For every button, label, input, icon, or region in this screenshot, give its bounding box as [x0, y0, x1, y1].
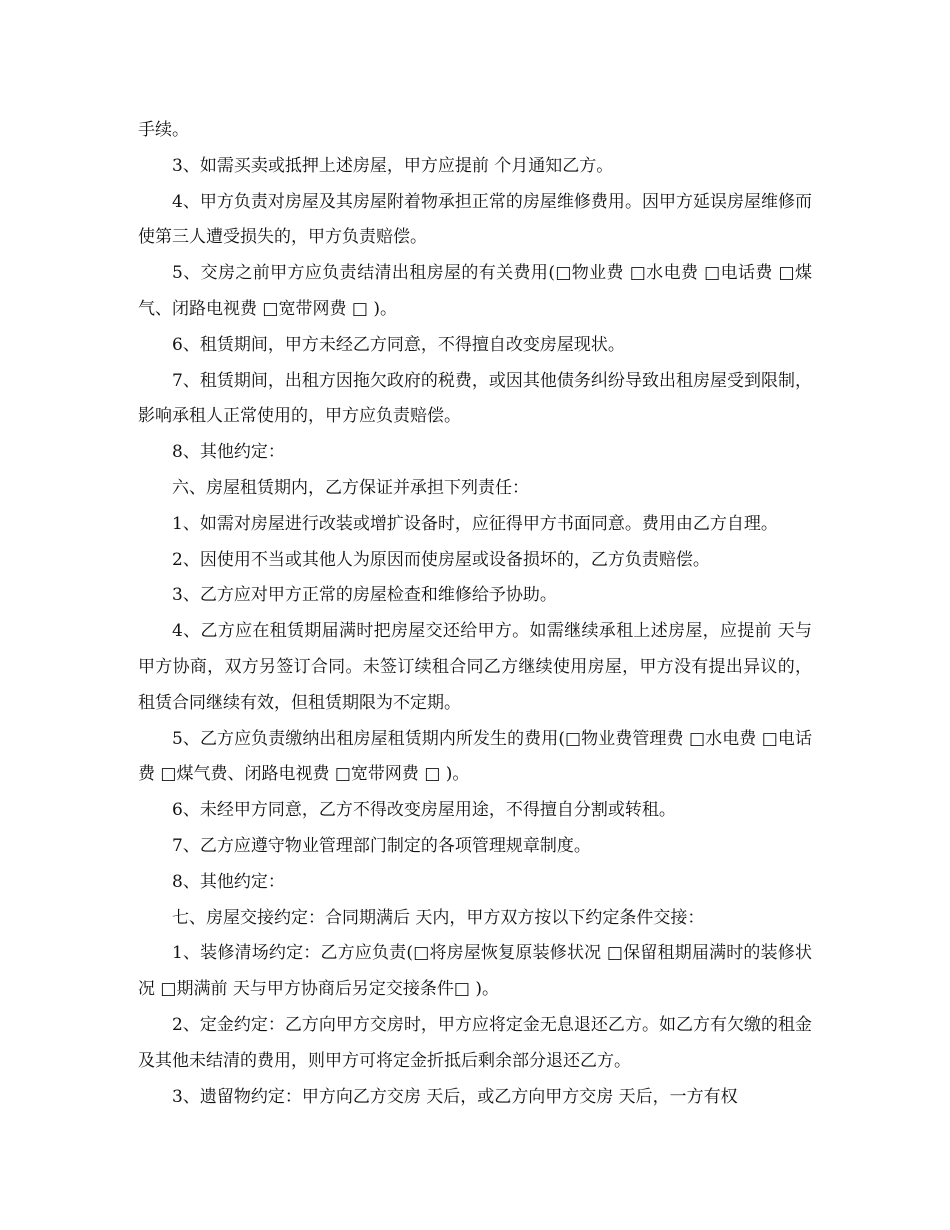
- paragraph-17: 1、装修清场约定：乙方应负责(□将房屋恢复原装修状况 □保留租期届满时的装修状况 □期满前 天与甲方协商后另定交接条件□ )。: [138, 943, 812, 1000]
- paragraph-11: 4、乙方应在租赁期届满时把房屋交还给甲方。如需继续承租上述房屋，应提前 天与甲方协商，双方另签订合同。未签订续租合同乙方继续使用房屋，甲方没有提出异议的，租赁合同继续有效，但租赁期限为不定期。: [138, 621, 812, 713]
- section-heading-7: 七、房屋交接约定：合同期满后 天内，甲方双方按以下约定条件交接：: [172, 907, 705, 928]
- paragraph-10: 3、乙方应对甲方正常的房屋检查和维修给予协助。: [172, 585, 557, 606]
- section-heading-6: 六、房屋租赁期内，乙方保证并承担下列责任：: [172, 477, 529, 498]
- paragraph-3: 5、交房之前甲方应负责结清出租房屋的有关费用(□物业费 □水电费 □电话费 □煤气、闭路电视费 □宽带网费 □ )。: [138, 263, 812, 319]
- paragraph-1: 3、如需买卖或抵押上述房屋，甲方应提前 个月通知乙方。: [172, 155, 614, 176]
- paragraph-8: 1、如需对房屋进行改装或增扩设备时，应征得甲方书面同意。费用由乙方自理。: [172, 513, 778, 534]
- paragraph-12: 5、乙方应负责缴纳出租房屋租赁期内所发生的费用(□物业费管理费 □水电费 □电话费 □煤气费、闭路电视费 □宽带网费 □ )。: [138, 728, 812, 785]
- paragraph-9: 2、因使用不当或其他人为原因而使房屋或设备损坏的，乙方负责赔偿。: [172, 549, 710, 570]
- paragraph-14: 7、乙方应遵守物业管理部门制定的各项管理规章制度。: [172, 835, 591, 856]
- paragraph-5: 7、租赁期间，出租方因拖欠政府的税费，或因其他债务纠纷导致出租房屋受到限制，影响承租人正常使用的，甲方应负责赔偿。: [138, 370, 812, 427]
- paragraph-19: 3、遗留物约定：甲方向乙方交房 天后，或乙方向甲方交房 天后，一方有权: [172, 1086, 738, 1107]
- paragraph-15: 8、其他约定：: [172, 871, 285, 892]
- paragraph-13: 6、未经甲方同意，乙方不得改变房屋用途，不得擅自分割或转租。: [172, 800, 676, 821]
- paragraph-2: 4、甲方负责对房屋及其房屋附着物承担正常的房屋维修费用。因甲方延误房屋维修而使第三人遭受损失的，甲方负责赔偿。: [138, 191, 812, 248]
- paragraph-0: 手续。: [138, 120, 189, 140]
- paragraph-4: 6、租赁期间，甲方未经乙方同意，不得擅自改变房屋现状。: [172, 334, 625, 355]
- paragraph-18: 2、定金约定：乙方向甲方交房时，甲方应将定金无息退还乙方。如乙方有欠缴的租金及其他未结清的费用，则甲方可将定金折抵后剩余部分退还乙方。: [138, 1014, 812, 1071]
- paragraph-6: 8、其他约定：: [172, 442, 285, 463]
